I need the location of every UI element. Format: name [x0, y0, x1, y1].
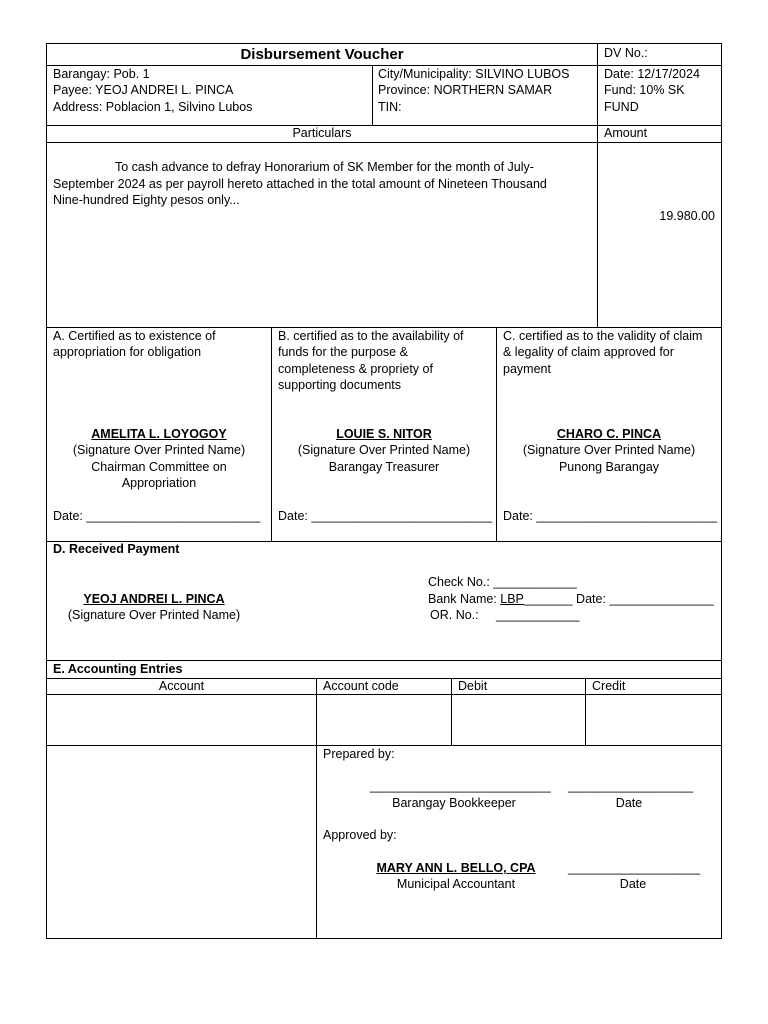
bank-name-value: LBP [500, 592, 524, 606]
particulars-text: September 2024 as per payroll hereto attached in the total amount of Nineteen Thousand [53, 177, 547, 191]
bank-date-field: _______ Date: _______________ [523, 592, 714, 606]
preparer-date-caption: Date [615, 796, 643, 810]
signature-caption: (Signature Over Printed Name) [67, 608, 241, 622]
address-field: Address: Poblacion 1, Silvino Lubos [53, 100, 253, 114]
page-title: Disbursement Voucher [240, 46, 404, 63]
signatory-role: Barangay Treasurer [328, 460, 440, 474]
divider [451, 678, 452, 745]
certification-text: payment [503, 362, 551, 376]
divider [316, 678, 317, 938]
column-header-credit: Credit [592, 679, 626, 693]
signatory-name: LOUIE S. NITOR [336, 427, 432, 441]
divider [46, 142, 722, 143]
divider [372, 65, 373, 125]
signatory-role: Punong Barangay [558, 460, 660, 474]
payee-field: Payee: YEOJ ANDREI L. PINCA [53, 83, 234, 97]
tin-field: TIN: [378, 100, 402, 114]
approved-by-label: Approved by: [323, 828, 397, 842]
check-number-field: Check No.: ____________ [428, 575, 577, 589]
particulars-text: Nine-hundred Eighty pesos only... [53, 193, 240, 207]
certification-text: funds for the purpose & [278, 345, 408, 359]
or-number-field: OR. No.: ____________ [430, 608, 580, 622]
signatory-name: CHARO C. PINCA [556, 427, 662, 441]
certification-text: & legality of claim approved for [503, 345, 674, 359]
approver-date-caption: Date [619, 877, 647, 891]
signature-caption: (Signature Over Printed Name) [297, 443, 471, 457]
divider [597, 43, 598, 327]
dv-number-label: DV No.: [604, 46, 648, 60]
border-bottom [46, 938, 722, 939]
certification-text: completeness & propriety of [278, 362, 433, 376]
certification-text: C. certified as to the validity of claim [503, 329, 703, 343]
certification-text: A. Certified as to existence of [53, 329, 216, 343]
barangay-field: Barangay: Pob. 1 [53, 67, 150, 81]
date-line: Date: __________________________ [503, 509, 718, 523]
fund-field: Fund: 10% SK [604, 83, 685, 97]
date-line: Date: _________________________ [53, 509, 261, 523]
date-line: Date: __________________________ [278, 509, 493, 523]
bank-name-field [428, 591, 714, 608]
fund-field-cont: FUND [604, 100, 639, 114]
signature-caption: (Signature Over Printed Name) [522, 443, 696, 457]
particulars-header: Particulars [292, 126, 352, 140]
amount-header: Amount [604, 126, 648, 140]
signature-line: ___________________ [568, 861, 701, 875]
certification-text: B. certified as to the availability of [278, 329, 464, 343]
border-right [721, 43, 722, 939]
column-header-debit: Debit [458, 679, 488, 693]
certification-text: supporting documents [278, 378, 401, 392]
signature-line: __________________ [568, 779, 694, 793]
city-field: City/Municipality: SILVINO LUBOS [378, 67, 570, 81]
date-field: Date: 12/17/2024 [604, 67, 700, 81]
signature-line: __________________________ [370, 779, 551, 793]
particulars-text: To cash advance to defray Honorarium of SK Member for the month of July- [115, 160, 534, 174]
certification-text: appropriation for obligation [53, 345, 202, 359]
preparer-role: Barangay Bookkeeper [392, 796, 516, 810]
column-header-account: Account [158, 679, 205, 693]
amount-value: 19.980.00 [659, 209, 715, 223]
bank-name-label: Bank Name: [428, 592, 501, 606]
signatory-role: Chairman Committee on [91, 460, 227, 474]
border-top [46, 43, 722, 44]
province-field: Province: NORTHERN SAMAR [378, 83, 553, 97]
approver-role: Municipal Accountant [396, 877, 516, 891]
signatory-role: Appropriation [121, 476, 197, 490]
signature-caption: (Signature Over Printed Name) [72, 443, 246, 457]
section-header: D. Received Payment [53, 542, 180, 556]
payee-signature-name: YEOJ ANDREI L. PINCA [83, 592, 225, 606]
approver-name: MARY ANN L. BELLO, CPA [376, 861, 536, 875]
prepared-by-label: Prepared by: [323, 747, 395, 761]
column-header-account-code: Account code [323, 679, 399, 693]
divider [585, 678, 586, 745]
signatory-name: AMELITA L. LOYOGOY [91, 427, 227, 441]
section-header: E. Accounting Entries [53, 662, 183, 676]
